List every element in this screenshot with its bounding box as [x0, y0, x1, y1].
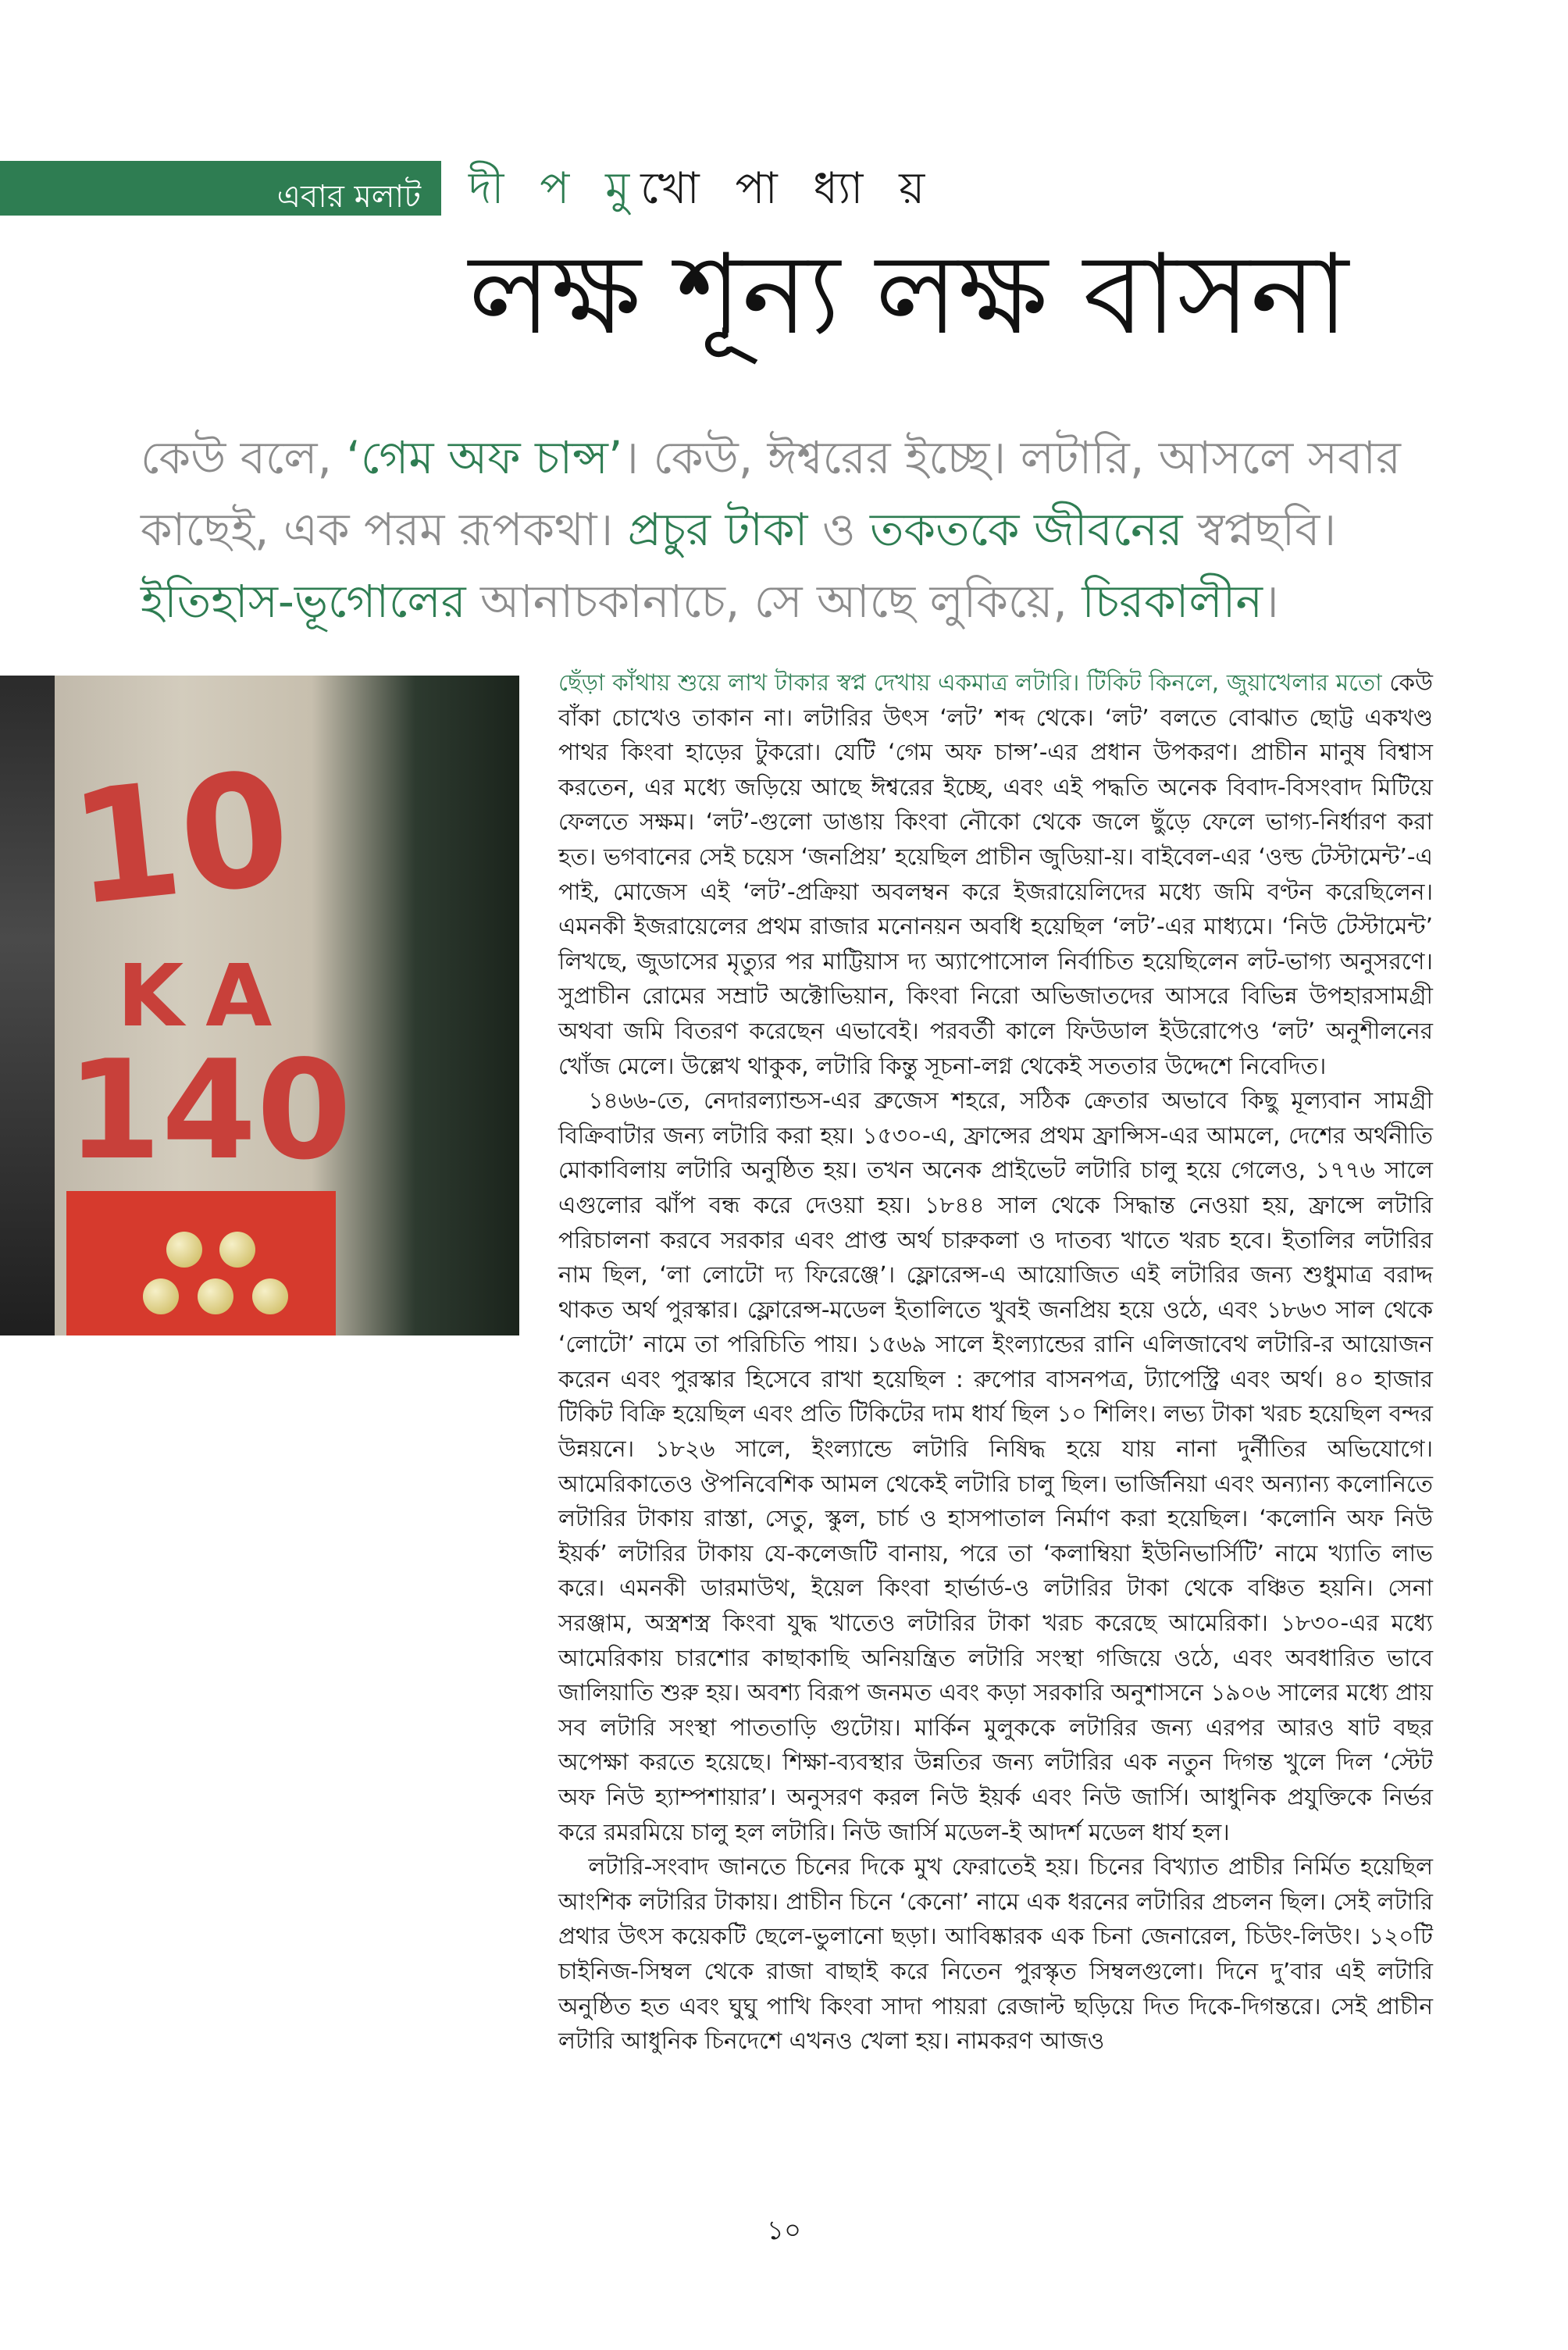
lottery-ticket-photo [0, 676, 519, 1335]
standfirst-highlight: ইতিহাস-ভূগোলের [141, 575, 466, 628]
author-first-name: দী প [469, 163, 581, 214]
lottery-ball [143, 1278, 179, 1314]
lottery-ball [198, 1278, 233, 1314]
standfirst-highlight: প্রচুর টাকা [627, 503, 808, 556]
lottery-ball [166, 1232, 202, 1268]
section-label: এবার মলাট [276, 179, 421, 215]
photo-red-ticket [66, 1191, 336, 1335]
author-byline [469, 155, 935, 228]
article-paragraph: লটারি-সংবাদ জানতে চিনের দিকে মুখ ফেরাতেই হয়। চিনের বিখ্যাত প্রাচীর নির্মিত হয়েছিল আংশিক লটারির টাকায়। প্রাচীন চিনে ‘কেনো’ নামে এক ধরনের লটারির প্রচলন ছিল। সেই লটারি প্রথার উৎস কয়েকটি ছেলে-ভুলানো ছড়া। আবিষ্কারক এক চিনা জেনারেল, চিউং-লিউং। ১২০টি চাইনিজ-সিম্বল থেকে রাজা বাছাই করে নিতেন পুরস্কৃত সিম্বলগুলো। দিনে দু’বার এই লটারি অনুষ্ঠিত হত এবং ঘুঘু পাখি কিংবা সাদা পায়রা রেজাল্ট ছড়িয়ে দিত দিকে-দিগন্তরে। সেই প্রাচীন লটারি আধুনিক চিনদেশে এখনও খেলা হয়। নামকরণ আজও [558, 1853, 1433, 2055]
page-number: ১০ [766, 2215, 802, 2246]
article-text: কেউ বাঁকা চোখেও তাকান না। লটারির উৎস ‘লট’ শব্দ থেকে। ‘লট’ বলতে বোঝাত ছোট্ট একখণ্ড পাথর কিংবা হাড়ের টুকরো। যেটি ‘গেম অফ চান্স’-এর প্রধান উপকরণ। প্রাচীন মানুষ বিশ্বাস করতেন, এর মধ্যে জড়িয়ে আছে ঈশ্বরের ইচ্ছে, এবং এই পদ্ধতি অনেক বিবাদ-বিসংবাদ মিটিয়ে ফেলতে সক্ষম। ‘লট’-গুলো ডাঙায় কিংবা নৌকো থেকে জলে ছুঁড়ে ফেলে ভাগ্য-নির্ধারণ করা হত। ভগবানের সেই চয়েস ‘জনপ্রিয়’ হয়েছিল প্রাচীন জুডিয়া-য়। বাইবেল-এর ‘ওল্ড টেস্টামেন্ট’-এ পাই, মোজেস এই ‘লট’-প্রক্রিয়া অবলম্বন করে ইজরায়েলিদের মধ্যে জমি বণ্টন করেছিলেন। এমনকী ইজরায়েলের প্রথম রাজার মনোনয়ন অবধি হয়েছিল ‘লট’-এর মাধ্যমে। ‘নিউ টেস্টামেন্ট’ লিখছে, জুডাসের মৃত্যুর পর মাট্টিয়াস দ্য অ্যাপোসোল নির্বাচিত হয়েছিলেন লট-ভাগ্য অনুসরণে। সুপ্রাচীন রোমের সম্রাট অক্টোভিয়ান, কিংবা নিরো অভিজাতদের আসরে বিভিন্ন উপহারসামগ্রী অথবা জমি বিতরণ করেছেন এভাবেই। পরবর্তী কালে ফিউডাল ইউরোপেও ‘লট’ অনুশীলনের খোঁজ মেলে। উল্লেখ থাকুক, লটারি কিন্তু সূচনা-লগ্ন থেকেই সততার উদ্দেশে নিবেদিত। [558, 669, 1433, 1079]
standfirst [141, 422, 1437, 637]
article-paragraph: ১৪৬৬-তে, নেদারল্যান্ডস-এর ব্রুজেস শহরে, সঠিক ক্রেতার অভাবে কিছু মূল্যবান সামগ্রী বিক্রিবাটার জন্য লটারি করা হয়। ১৫৩০-এ, ফ্রান্সের প্রথম ফ্রান্সিস-এর আমলে, দেশের অর্থনীতি মোকাবিলায় লটারি অনুষ্ঠিত হয়। তখন অনেক প্রাইভেট লটারি চালু হয়ে গেলেও, ১৭৭৬ সালে এগুলোর ঝাঁপ বন্ধ করে দেওয়া হয়। ১৮৪৪ সাল থেকে সিদ্ধান্ত নেওয়া হয়, ফ্রান্সে লটারি পরিচালনা করবে সরকার এবং প্রাপ্ত অর্থ চারুকলা ও দাতব্য খাতে খরচ হবে। ইতালির লটারির নাম ছিল, ‘লা লোটো দ্য ফিরেঞ্জে’। ফ্লোরেন্স-এ আয়োজিত এই লটারির জন্য শুধুমাত্র বরাদ্দ থাকত অর্থ পুরস্কার। ফ্লোরেন্স-মডেল ইতালিতে খুবই জনপ্রিয় হয়ে ওঠে, এবং ১৮৬৩ সাল থেকে ‘লোটো’ নামে তা পরিচিতি পায়। ১৫৬৯ সালে ইংল্যান্ডের রানি এলিজাবেথ লটারি-র আয়োজন করেন এবং পুরস্কার হিসেবে রাখা হয়েছিল : রুপোর বাসনপত্র, ট্যাপেস্ট্রি এবং অর্থ। ৪০ হাজার টিকিট বিক্রি হয়েছিল এবং প্রতি টিকিটের দাম ধার্য ছিল ১০ শিলিং। লভ্য টাকা খরচ হয়েছিল বন্দর উন্নয়নে। ১৮২৬ সালে, ইংল্যান্ডে লটারি নিষিদ্ধ হয়ে যায় নানা দুর্নীতির অভিযোগে। আমেরিকাতেও ঔপনিবেশিক আমল থেকেই লটারি চালু ছিল। ভার্জিনিয়া এবং অন্যান্য কলোনিতে লটারির টাকায় রাস্তা, সেতু, স্কুল, চার্চ ও হাসপাতাল নির্মাণ করা হয়েছিল। ‘কলোনি অফ নিউ ইয়র্ক’ লটারির টাকায় যে-কলেজটি বানায়, পরে তা ‘কলাম্বিয়া ইউনিভার্সিটি’ নামে খ্যাতি লাভ করে। এমনকী ডারমাউথ, ইয়েল কিংবা হার্ভার্ড-ও লটারির টাকা থেকে বঞ্চিত হয়নি। সেনা সরঞ্জাম, অস্ত্রশস্ত্র কিংবা যুদ্ধ খাতেও লটারির টাকা খরচ করেছে আমেরিকা। ১৮৩০-এর মধ্যে আমেরিকায় চারশোর কাছাকাছি অনিয়ন্ত্রিত লটারি সংস্থা গজিয়ে ওঠে, এবং অবধারিত ভাবে জালিয়াতি শুরু হয়। অবশ্য বিরূপ জনমত এবং কড়া সরকারি অনুশাসনে ১৯০৬ সালের মধ্যে প্রায় সব লটারি সংস্থা পাততাড়ি গুটোয়। মার্কিন মুলুককে লটারির জন্য এরপর আরও ষাট বছর অপেক্ষা করতে হয়েছে। শিক্ষা-ব্যবস্থার উন্নতির জন্য লটারির এক নতুন দিগন্ত খুলে দিল ‘স্টেট অফ নিউ হ্যাম্পশায়ার’। অনুসরণ করল নিউ ইয়র্ক এবং নিউ জার্সি। আধুনিক প্রযুক্তিকে নির্ভর করে রমরমিয়ে চালু হল লটারি। নিউ জার্সি মডেল-ই আদর্শ মডেল ধার্য হল। [558, 1087, 1433, 1845]
photo-letters: KA [117, 946, 294, 1046]
standfirst-text: স্বপ্নছবি। [1182, 503, 1337, 556]
standfirst-highlight: ‘গেম অফ চান্স’ [346, 431, 623, 484]
standfirst-highlight: চিরকালীন [1082, 575, 1263, 628]
headline: লক্ষ শূন্য লক্ষ বাসনা [469, 230, 1349, 359]
author-last-name-rest: খো পা ধ্যা য় [640, 163, 936, 214]
article-paragraph [558, 665, 1433, 1083]
standfirst-highlight: তকতকে জীবনের [870, 503, 1183, 556]
standfirst-text: আনাচকানাচে, সে আছে লুকিয়ে, [465, 575, 1082, 628]
article-body [558, 665, 1433, 2059]
standfirst-text: ও [807, 503, 871, 556]
standfirst-text: । [1262, 575, 1279, 628]
lottery-ball [219, 1232, 255, 1268]
author-last-name-initial: মু [605, 163, 641, 214]
photo-shadow [0, 676, 55, 1335]
standfirst-text: । কেউ, ঈশ্বরের ইচ্ছে। লটারি, আসলে সবার কাছেই, এক পরম রূপকথা। [141, 431, 1401, 556]
lottery-ball [252, 1278, 288, 1314]
photo-number-bottom: 140 [66, 1032, 352, 1190]
photo-number-top: 10 [62, 737, 298, 941]
article-lead: ছেঁড়া কাঁথায় শুয়ে লাখ টাকার স্বপ্ন দেখায় একমাত্র লটারি। টিকিট কিনলে, জুয়াখেলার মতো [558, 669, 1382, 696]
section-band [0, 161, 441, 216]
standfirst-text: কেউ বলে, [141, 431, 347, 484]
